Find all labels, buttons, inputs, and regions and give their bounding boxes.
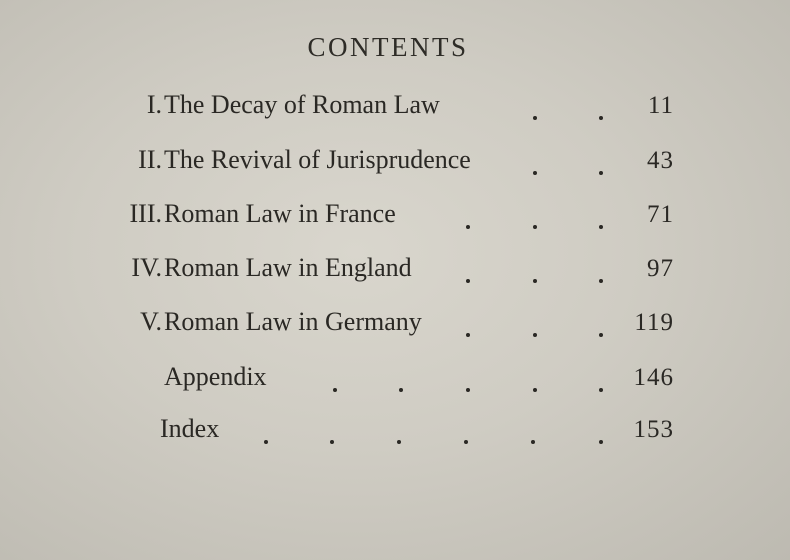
leader-dot: [599, 440, 603, 444]
chapter-title: The Decay of Roman Law: [164, 90, 440, 119]
leader-dot: [533, 388, 537, 392]
leader-dot: [531, 440, 535, 444]
leader-dot: [533, 225, 537, 229]
toc-entry: [0, 253, 790, 293]
toc-entry: [0, 199, 790, 239]
toc-entry: [0, 414, 790, 454]
page-number: 11: [647, 92, 674, 119]
toc-entry: [0, 145, 790, 185]
page-number: 119: [634, 309, 674, 336]
page-number: 43: [647, 147, 674, 174]
chapter-title: Roman Law in Germany: [164, 307, 422, 336]
chapter-title: Roman Law in France: [164, 199, 396, 228]
leader-dot: [464, 440, 468, 444]
page-number: 71: [647, 201, 674, 228]
leader-dot: [599, 333, 603, 337]
chapter-numeral: II.: [138, 145, 162, 174]
leader-dot: [466, 279, 470, 283]
leader-dot: [466, 333, 470, 337]
leader-dot: [264, 440, 268, 444]
leader-dot: [466, 388, 470, 392]
toc-entry: [0, 90, 790, 130]
page-number: 153: [633, 416, 674, 443]
toc-entry: [0, 362, 790, 402]
leader-dot: [333, 388, 337, 392]
leader-dot: [533, 333, 537, 337]
leader-dot: [599, 388, 603, 392]
appendix-title: Appendix: [164, 362, 267, 391]
leader-dot: [397, 440, 401, 444]
chapter-title: The Revival of Jurisprudence: [164, 145, 471, 174]
leader-dot: [599, 116, 603, 120]
chapter-numeral: III.: [129, 199, 162, 228]
page-number: 97: [647, 255, 674, 282]
chapter-numeral: V.: [140, 307, 162, 336]
page-title: CONTENTS: [307, 32, 469, 62]
page-number: 146: [633, 364, 674, 391]
toc-entry: [0, 307, 790, 347]
leader-dot: [533, 171, 537, 175]
leader-dot: [533, 279, 537, 283]
leader-dot: [330, 440, 334, 444]
leader-dot: [599, 171, 603, 175]
index-title: Index: [160, 414, 220, 443]
chapter-numeral: IV.: [131, 253, 162, 282]
leader-dot: [533, 116, 537, 120]
chapter-title: Roman Law in England: [164, 253, 412, 282]
leader-dot: [599, 279, 603, 283]
leader-dot: [466, 225, 470, 229]
leader-dot: [399, 388, 403, 392]
leader-dot: [599, 225, 603, 229]
chapter-numeral: I.: [146, 90, 162, 119]
